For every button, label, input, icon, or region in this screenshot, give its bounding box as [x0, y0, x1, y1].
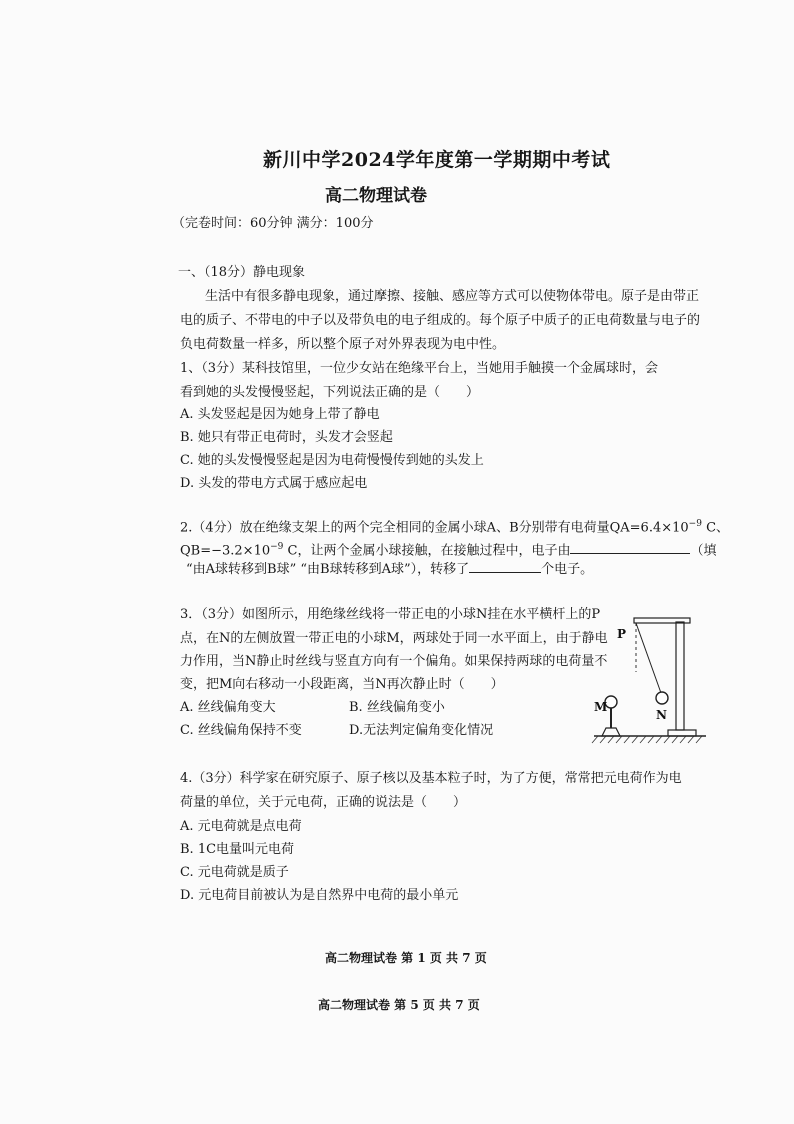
q2-answer-blank-2[interactable]: [469, 560, 541, 573]
q1-stem-line: 看到她的头发慢慢竖起，下列说法正确的是（ ）: [180, 385, 480, 400]
q1-option-c: C. 她的头发慢慢竖起是因为电荷慢慢传到她的头发上: [180, 453, 484, 468]
stand-base: [668, 730, 696, 736]
page-footer: 高二物理试卷 第 5 页 共 7 页: [318, 998, 480, 1012]
q3-stem-line: 点，在N的左侧放置一带正电的小球M，两球处于同一水平面上，由于静电: [180, 631, 608, 646]
q3-option-d: D.无法判定偏角变化情况: [349, 723, 494, 738]
section-heading: 一、（18分）静电现象: [178, 265, 306, 280]
intro-line: 生活中有很多静电现象，通过摩擦、接触、感应等方式可以使物体带电。原子是由带正: [205, 289, 700, 304]
q1-option-d: D. 头发的带电方式属于感应起电: [180, 476, 368, 491]
q2-line: [180, 515, 729, 537]
ground-hatching: [592, 736, 702, 743]
q4-stem-line: 荷量的单位，关于元电荷，正确的说法是（ ）: [180, 795, 467, 810]
label-m: M: [594, 700, 608, 714]
pendulum-figure: [590, 612, 710, 747]
label-p: P: [617, 627, 627, 641]
q2-exponent: −9: [688, 519, 702, 529]
q2-text: “由A球转移到B球” “由B球转移到A球”），转移了: [186, 562, 470, 577]
q2-text: C、: [701, 520, 730, 536]
exam-info: （完卷时间：60分钟 满分：100分: [172, 216, 374, 231]
q1-stem-line: 1、（3分）某科技馆里，一位少女站在绝缘平台上，当她用手触摸一个金属球时，会: [180, 361, 659, 376]
q3-option-c: C. 丝线偏角保持不变: [180, 723, 302, 738]
page-footer: 高二物理试卷 第 1 页 共 7 页: [325, 951, 487, 965]
ball-m-base: [602, 728, 620, 736]
q3-option-a: A. 丝线偏角变大: [180, 700, 276, 715]
q4-option-a: A. 元电荷就是点电荷: [180, 819, 302, 834]
q2-line: [186, 560, 593, 579]
q4-option-d: D. 元电荷目前被认为是自然界中电荷的最小单元: [180, 888, 459, 903]
exam-subtitle: 高二物理试卷: [325, 186, 427, 206]
q3-stem-line: 力作用，当N静止时丝线与竖直方向有一个偏角。如果保持两球的电荷量不: [180, 654, 608, 669]
q4-stem-line: 4.（3分）科学家在研究原子、原子核以及基本粒子时，为了方便，常常把元电荷作为电: [180, 771, 682, 786]
q2-text: QB=−3.2×10: [180, 543, 271, 559]
q2-text: 个电子。: [541, 562, 594, 577]
q3-stem-line: 变，把M向右移动一小段距离，当N再次静止时（ ）: [180, 677, 504, 692]
q2-exponent: −9: [270, 542, 284, 552]
q1-option-a: A. 头发竖起是因为她身上带了静电: [180, 407, 380, 422]
intro-line: 负电荷数量一样多，所以整个原子对外界表现为电中性。: [180, 337, 506, 352]
q3-stem-line: 3．（3分）如图所示，用绝缘丝线将一带正电的小球N挂在水平横杆上的P: [180, 607, 601, 622]
ball-n: [656, 692, 668, 704]
q2-text: C，让两个金属小球接触，在接触过程中，电子由: [283, 543, 571, 559]
stand-post: [676, 622, 684, 730]
q2-text: 2.（4分）放在绝缘支架上的两个完全相同的金属小球A、B分别带有电荷量QA=6.4×10: [180, 520, 689, 536]
intro-line: 电的质子、不带电的中子以及带负电的电子组成的。每个原子中质子的正电荷数量与电子的: [180, 313, 701, 328]
q4-option-c: C. 元电荷就是质子: [180, 865, 289, 880]
q3-option-b: B. 丝线偏角变小: [349, 700, 445, 715]
thread: [636, 623, 661, 693]
q2-text: （填: [690, 543, 717, 559]
q2-answer-blank-1[interactable]: [570, 541, 690, 554]
q4-option-b: B. 1C电量叫元电荷: [180, 842, 295, 857]
exam-title: 新川中学2024学年度第一学期期中考试: [263, 149, 611, 171]
q1-option-b: B. 她只有带正电荷时，头发才会竖起: [180, 430, 393, 445]
label-n: N: [656, 708, 667, 722]
q2-line: [180, 538, 717, 560]
